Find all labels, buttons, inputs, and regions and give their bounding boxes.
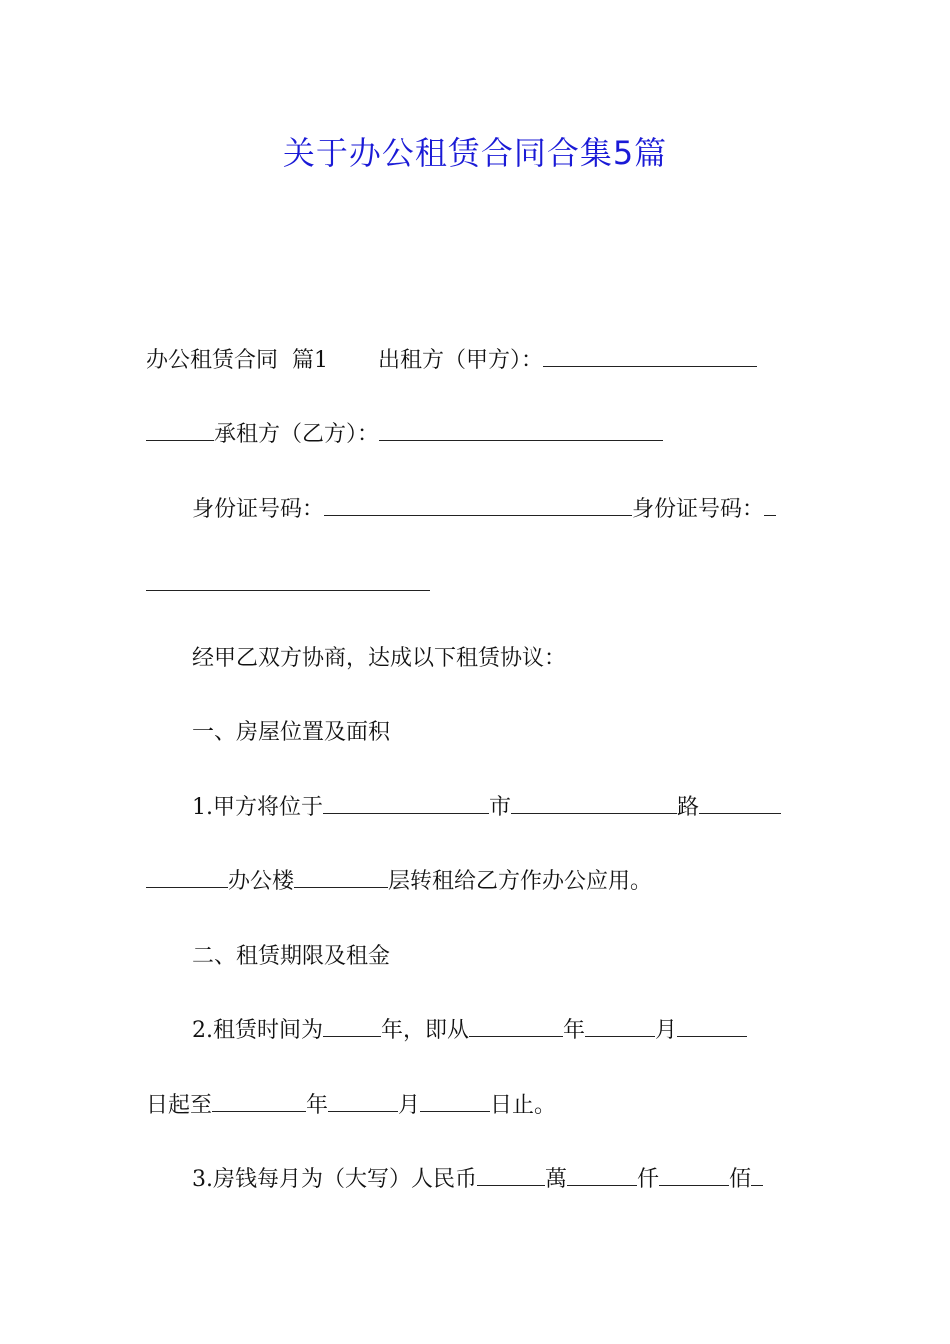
line-id-continuation <box>146 568 808 602</box>
line-location <box>146 791 808 825</box>
end-year-blank <box>212 1089 306 1112</box>
line-building <box>146 865 808 899</box>
lessor-blank-cont <box>146 418 214 441</box>
line-lessee <box>146 418 808 452</box>
id-label-b: 身份证号码： <box>632 497 765 522</box>
id-blank-a <box>324 493 632 516</box>
start-month-blank <box>585 1014 655 1037</box>
term-end-text-4: 日止。 <box>490 1093 557 1118</box>
years-blank <box>323 1014 381 1037</box>
contract-heading: 办公租赁合同 篇1 <box>146 348 328 373</box>
term-text-3: 年 <box>563 1018 586 1043</box>
wan-blank <box>477 1163 545 1186</box>
location-text-3: 路 <box>677 795 700 820</box>
location-text-2: 市 <box>489 795 512 820</box>
end-month-blank <box>328 1089 398 1112</box>
lessee-label: 承租方（乙方）： <box>214 422 380 447</box>
rent-text-4: 佰 <box>729 1167 752 1192</box>
term-text-4: 月 <box>655 1018 678 1043</box>
city-blank <box>323 791 489 814</box>
rent-text-3: 仟 <box>637 1167 660 1192</box>
number-blank-cont <box>146 865 228 888</box>
start-year-blank <box>469 1014 563 1037</box>
lessor-blank <box>543 344 757 367</box>
section-heading-term: 二、租赁期限及租金 <box>192 944 391 969</box>
location-text-1: 1.甲方将位于 <box>192 795 323 820</box>
road-blank <box>511 791 677 814</box>
id-blank-b <box>146 568 430 591</box>
bai-blank <box>659 1163 729 1186</box>
number-blank <box>699 791 781 814</box>
term-end-text-1: 日起至 <box>146 1093 213 1118</box>
term-text-2: 年，即从 <box>381 1018 470 1043</box>
line-term-end <box>146 1089 808 1123</box>
end-day-blank <box>420 1089 490 1112</box>
term-end-text-2: 年 <box>306 1093 329 1118</box>
start-day-blank <box>677 1014 747 1037</box>
line-term <box>146 1014 808 1048</box>
rent-text-1: 3.房钱每月为（大写）人民币 <box>192 1167 477 1192</box>
term-end-text-3: 月 <box>398 1093 421 1118</box>
id-blank-b-start <box>764 493 776 516</box>
lessee-blank <box>379 418 663 441</box>
lessor-label: 出租方（甲方）： <box>377 348 543 373</box>
building-text-1: 办公楼 <box>228 869 295 894</box>
shi-blank-start <box>751 1163 763 1186</box>
line-rent <box>146 1163 808 1197</box>
section-heading-location: 一、房屋位置及面积 <box>192 720 391 745</box>
document-title: 关于办公租赁合同合集5篇 <box>282 134 668 172</box>
line-id-numbers <box>146 493 808 527</box>
qian-blank <box>567 1163 637 1186</box>
rent-text-2: 萬 <box>545 1167 568 1192</box>
line-lessor <box>146 344 808 378</box>
id-label-a: 身份证号码： <box>192 497 325 522</box>
term-text-1: 2.租赁时间为 <box>192 1018 323 1043</box>
floor-blank <box>294 865 388 888</box>
building-text-2: 层转租给乙方作办公应用。 <box>388 869 653 894</box>
line-agreement-intro: 经甲乙双方协商，达成以下租赁协议： <box>192 646 567 671</box>
